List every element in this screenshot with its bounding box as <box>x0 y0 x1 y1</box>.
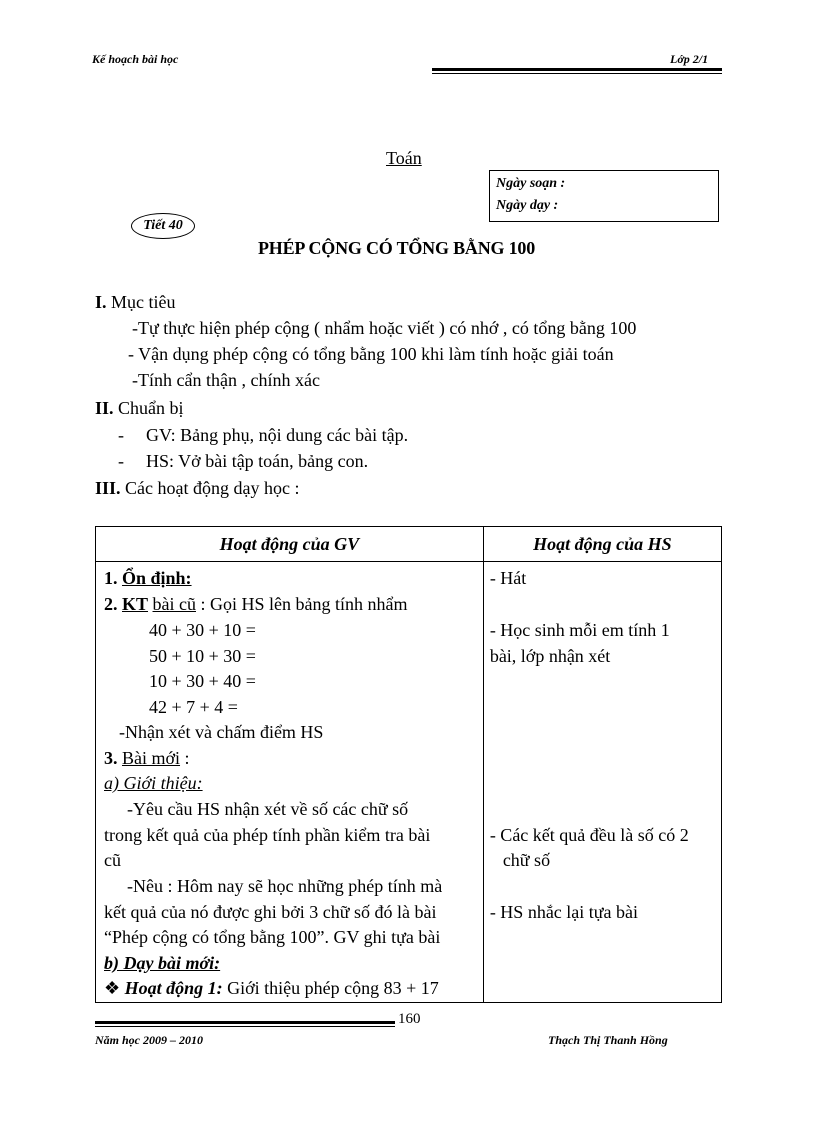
gv-subheading: b) Dạy bài mới: <box>104 953 221 973</box>
hs-line: - Học sinh mỗi em tính 1 <box>489 620 670 640</box>
gv-cell <box>96 562 484 1003</box>
prep-bullet: - <box>118 425 124 445</box>
gv-calc: 10 + 30 + 40 = <box>149 671 256 691</box>
header-rule-thin <box>432 73 722 74</box>
gv-line: 3. Bài mới : <box>104 748 190 768</box>
gv-line: -Nhận xét và chấm điểm HS <box>119 722 324 742</box>
gv-line: cũ <box>104 850 121 870</box>
gv-line: kết quả của nó được ghi bởi 3 chữ số đó là bài <box>104 902 437 922</box>
diamond-bullet-icon: ❖ <box>104 978 121 998</box>
date-prepared: Ngày soạn : <box>496 176 566 191</box>
gv-line: trong kết quả của phép tính phần kiểm tra bài <box>104 825 431 845</box>
date-taught: Ngày dạy : <box>496 198 559 213</box>
hs-cell <box>483 562 721 1003</box>
table-row <box>96 562 722 1003</box>
footer-left-text: Năm học 2009 – 2010 <box>95 1033 203 1047</box>
gv-calc: 50 + 10 + 30 = <box>149 646 256 666</box>
section-number: II. <box>95 398 114 418</box>
table-header-row <box>96 527 722 562</box>
gv-calc: 40 + 30 + 10 = <box>149 620 256 640</box>
prep-item: GV: Bảng phụ, nội dung các bài tập. <box>146 425 409 445</box>
section-title: Mục tiêu <box>111 292 176 312</box>
hs-line: - HS nhắc lại tựa bài <box>489 902 639 922</box>
section-title: Chuẩn bị <box>118 398 184 418</box>
period-badge: Tiết 40 <box>131 213 195 239</box>
hs-line: bài, lớp nhận xét <box>489 646 611 666</box>
hs-line: chữ số <box>502 850 551 870</box>
gv-line: 2. KT bài cũ : Gọi HS lên bảng tính nhẩm <box>104 594 408 614</box>
subject-title: Toán <box>386 148 422 168</box>
hs-line: - Các kết quả đều là số có 2 <box>489 825 689 845</box>
gv-line: ❖ Hoạt động 1: Giới thiệu phép cộng 83 + 17 <box>104 978 439 998</box>
section-number: III. <box>95 478 121 498</box>
gv-line: 1. Ổn định: <box>104 568 192 588</box>
header-rule <box>432 68 722 71</box>
prep-bullet: - <box>118 451 124 471</box>
page-number: 160 <box>398 1011 421 1027</box>
objective-item: -Tự thực hiện phép cộng ( nhẩm hoặc viết ) có nhớ , có tổng bằng 100 <box>132 318 637 338</box>
hs-line: - Hát <box>489 568 527 588</box>
header-right-text: Lớp 2/1 <box>670 52 709 66</box>
header-gv: Hoạt động của GV <box>96 527 484 562</box>
footer-right-text: Thạch Thị Thanh Hồng <box>548 1033 668 1047</box>
section-activities-heading <box>95 478 299 499</box>
gv-line: “Phép cộng có tổng bằng 100”. GV ghi tựa bài <box>104 927 441 947</box>
section-objectives-heading <box>95 292 176 313</box>
section-number: I. <box>95 292 107 312</box>
objective-item: - Vận dụng phép cộng có tổng bằng 100 khi làm tính hoặc giải toán <box>128 344 614 364</box>
objective-item: -Tính cẩn thận , chính xác <box>132 370 320 390</box>
lesson-title: PHÉP CỘNG CÓ TỔNG BẰNG 100 <box>258 238 535 258</box>
gv-line: -Nêu : Hôm nay sẽ học những phép tính mà <box>127 876 443 896</box>
section-preparation-heading <box>95 398 184 419</box>
activities-table <box>95 526 722 1003</box>
footer-rule <box>95 1021 395 1024</box>
date-box <box>489 170 719 222</box>
header-left-text: Kế hoạch bài học <box>92 52 179 66</box>
gv-subheading: a) Giới thiệu: <box>104 773 203 793</box>
gv-line: -Yêu cầu HS nhận xét về số các chữ số <box>127 799 409 819</box>
prep-item: HS: Vở bài tập toán, bảng con. <box>146 451 369 471</box>
section-title: Các hoạt động dạy học : <box>125 478 300 498</box>
header-hs: Hoạt động của HS <box>483 527 721 562</box>
footer-rule-thin <box>95 1026 395 1027</box>
gv-calc: 42 + 7 + 4 = <box>149 697 238 717</box>
